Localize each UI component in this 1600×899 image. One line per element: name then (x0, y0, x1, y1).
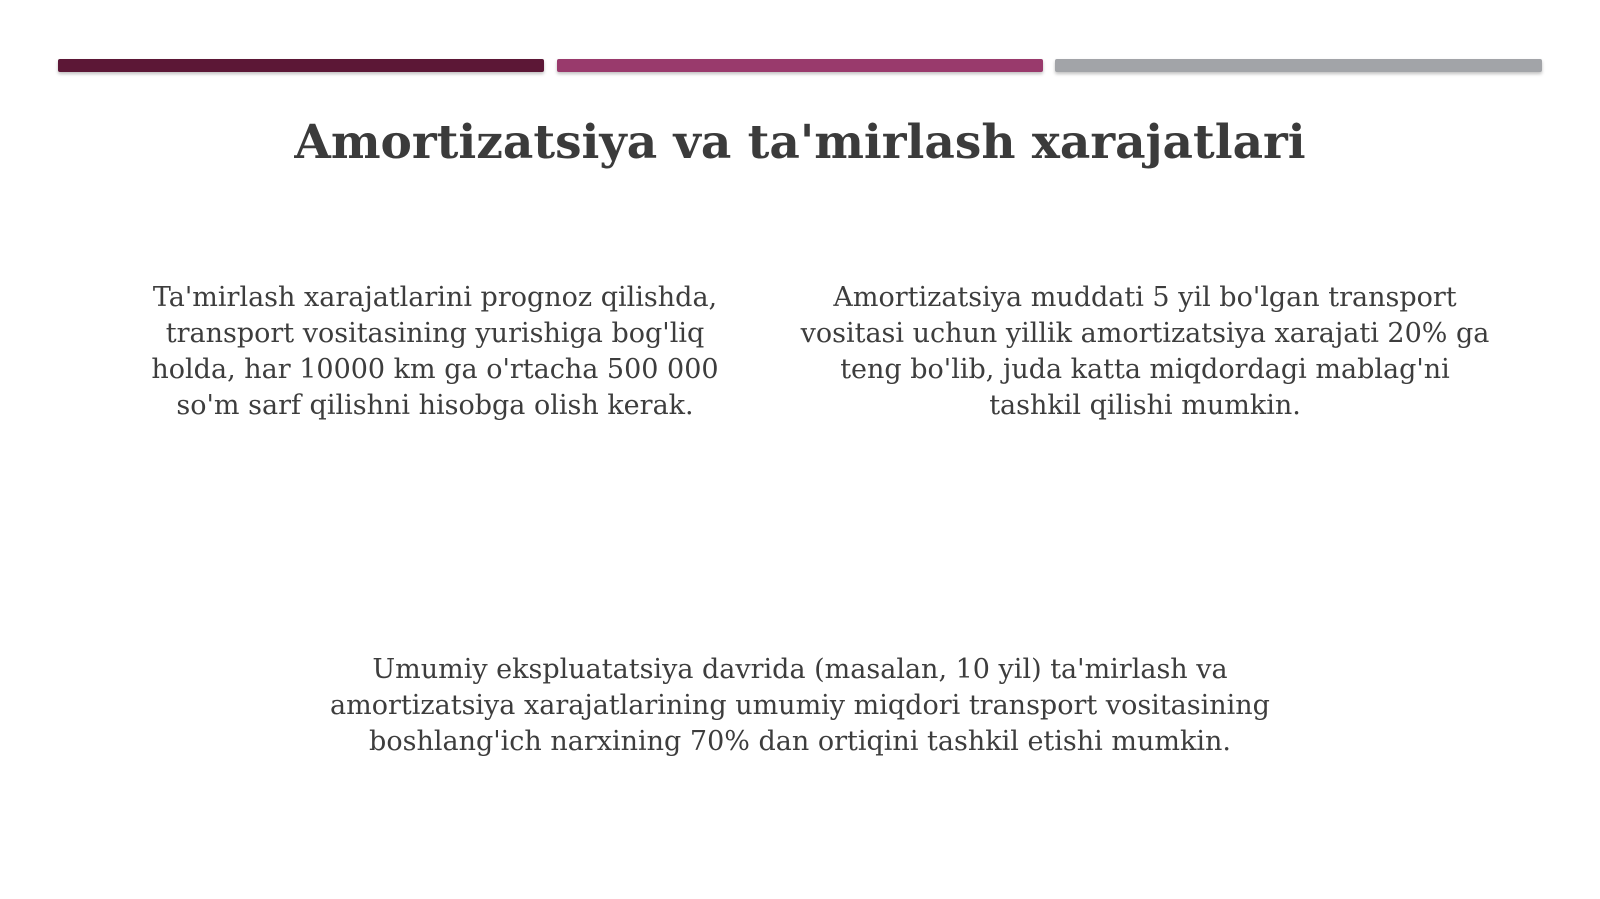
decorative-bar-gray (1055, 59, 1542, 72)
depreciation-paragraph: Amortizatsiya muddati 5 yil bo'lgan transport vositasi uchun yillik amortizatsiya xarajati 20% ga teng bo'lib, juda katta miqdordagi mablag'ni tashkil qilishi mumkin. (800, 282, 1490, 421)
decorative-bar-magenta (557, 59, 1043, 72)
slide-title: Amortizatsiya va ta'mirlash xarajatlari (294, 115, 1306, 170)
decorative-bar-dark (58, 59, 544, 72)
total-costs-paragraph: Umumiy ekspluatatsiya davrida (masalan, 10 yil) ta'mirlash va amortizatsiya xarajatlarining umumiy miqdori transport vositasining boshlang'ich narxining 70% dan ortiqini tashkil etishi mumkin. (330, 654, 1270, 757)
repair-costs-paragraph: Ta'mirlash xarajatlarini prognoz qilishda, transport vositasining yurishiga bog'liq holda, har 10000 km ga o'rtacha 500 000 so'm sarf qilishni hisobga olish kerak. (151, 282, 719, 421)
